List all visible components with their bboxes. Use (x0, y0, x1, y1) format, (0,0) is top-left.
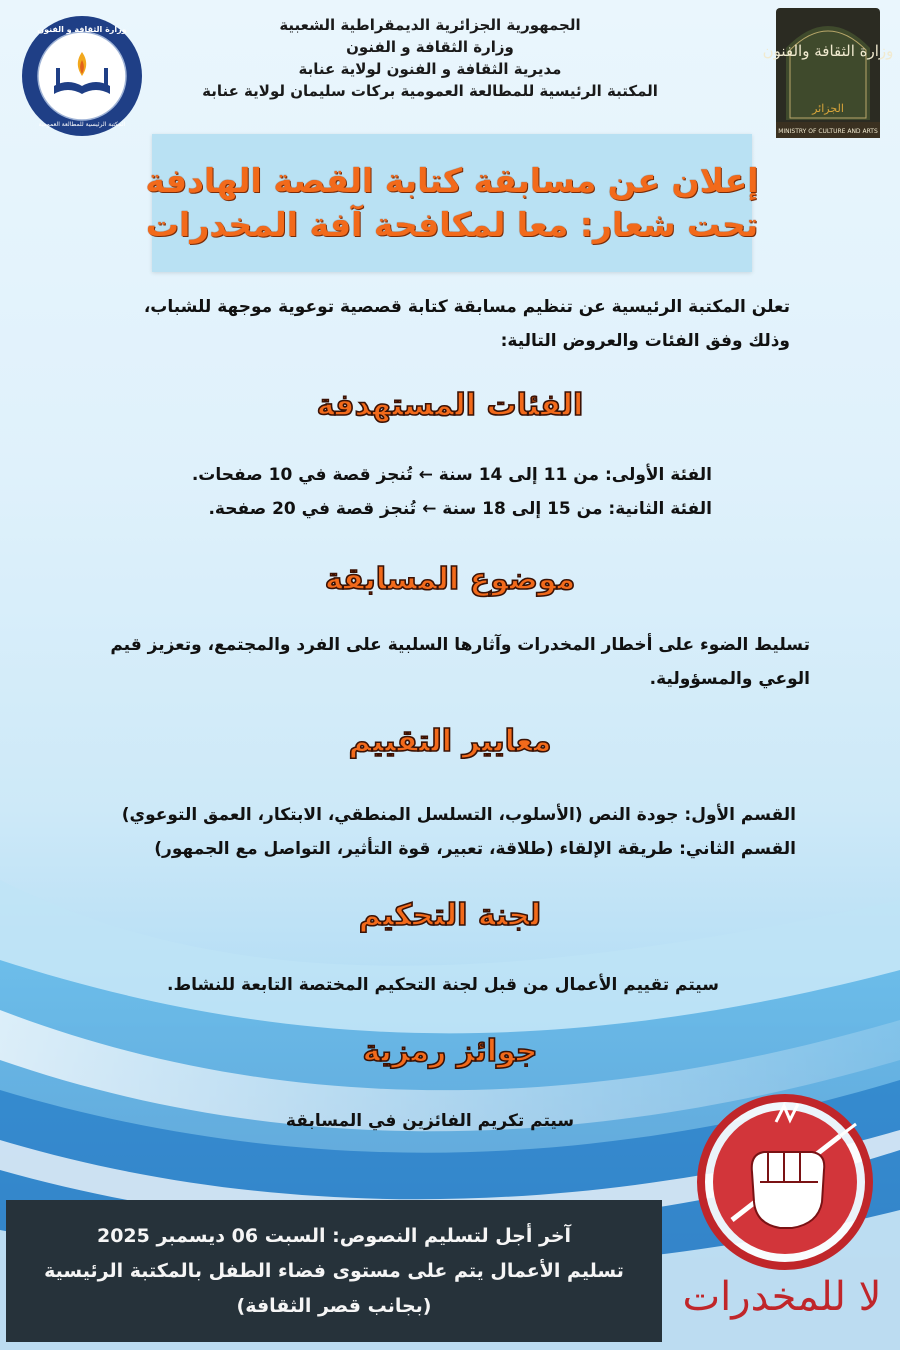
topic-paragraph (90, 628, 810, 696)
header-line-republic: الجمهورية الجزائرية الديمقراطية الشعبية (279, 16, 581, 34)
categories-list (160, 458, 712, 526)
header-line-directorate: مديرية الثقافة و الفنون لولاية عنابة (298, 60, 562, 78)
header-text (200, 14, 660, 102)
ministry-logo-icon (762, 8, 894, 138)
topic-line-2: الوعي والمسؤولية. (649, 669, 810, 689)
deadline-line-3: (بجانب قصر الثقافة) (236, 1294, 432, 1317)
title-line-2: تحت شعار: معا لمكافحة آفة المخدرات (145, 205, 759, 244)
deadline-line-2: تسليم الأعمال يتم على مستوى فضاء الطفل بالمكتبة الرئيسية (44, 1259, 624, 1282)
svg-text:وزارة الثقافة و الفنون: وزارة الثقافة و الفنون (37, 25, 127, 34)
jury-text: سيتم تقييم الأعمال من قبل لجنة التحكيم المختصة التابعة للنشاط. (167, 975, 719, 995)
topic-line-1: تسليط الضوء على أخطار المخدرات وآثارها السلبية على الفرد والمجتمع، وتعزيز قيم (110, 635, 810, 655)
heading-prizes: جوائز رمزية (362, 1034, 538, 1069)
deadline-box (6, 1200, 662, 1342)
header-line-library: المكتبة الرئيسية للمطالعة العمومية بركات سليمان لولاية عنابة (202, 82, 658, 100)
header-line-ministry: وزارة الثقافة و الفنون (346, 38, 514, 56)
heading-jury: لجنة التحكيم (358, 898, 542, 933)
svg-text:المكتبة الرئيسية للمطالعة العم: المكتبة الرئيسية للمطالعة العمومية (38, 121, 126, 128)
category-item-1: الفئة الأولى: من 11 إلى 14 سنة ← تُنجز قصة في 10 صفحات. (191, 465, 712, 485)
library-logo-icon (20, 14, 144, 138)
heading-topic: موضوع المسابقة (324, 562, 576, 597)
heading-criteria: معايير التقييم (348, 724, 552, 759)
criteria-list (110, 798, 796, 866)
heading-categories: الفئات المستهدفة (316, 388, 584, 423)
prizes-text: سيتم تكريم الفائزين في المسابقة (285, 1111, 575, 1131)
deadline-line-1: آخر أجل لتسليم النصوص: السبت 06 ديسمبر 2025 (96, 1224, 572, 1247)
category-item-2: الفئة الثانية: من 15 إلى 18 سنة ← تُنجز قصة في 20 صفحة. (208, 499, 712, 519)
svg-text:الجزائر: الجزائر (812, 102, 844, 115)
title-line-1: إعلان عن مسابقة كتابة القصة الهادفة (145, 161, 759, 200)
intro-paragraph (110, 290, 790, 358)
criteria-item-1: القسم الأول: جودة النص (الأسلوب، التسلسل المنطقي، الابتكار، العمق التوعوي) (121, 805, 796, 825)
intro-line-1: تعلن المكتبة الرئيسية عن تنظيم مسابقة كتابة قصصية توعوية موجهة للشباب، (143, 297, 790, 317)
svg-text:وزارة الثقافة والفنون: وزارة الثقافة والفنون (762, 42, 894, 60)
title-box (145, 134, 759, 272)
anti-drug-text: لا للمخدرات (682, 1274, 882, 1320)
ministry-logo (762, 8, 894, 138)
criteria-item-2: القسم الثاني: طريقة الإلقاء (طلاقة، تعبير، قوة التأثير، التواصل مع الجمهور) (154, 839, 796, 859)
svg-text:MINISTRY OF CULTURE AND ARTS: MINISTRY OF CULTURE AND ARTS (778, 128, 878, 135)
intro-line-2: وذلك وفق الفئات والعروض التالية: (500, 331, 790, 351)
